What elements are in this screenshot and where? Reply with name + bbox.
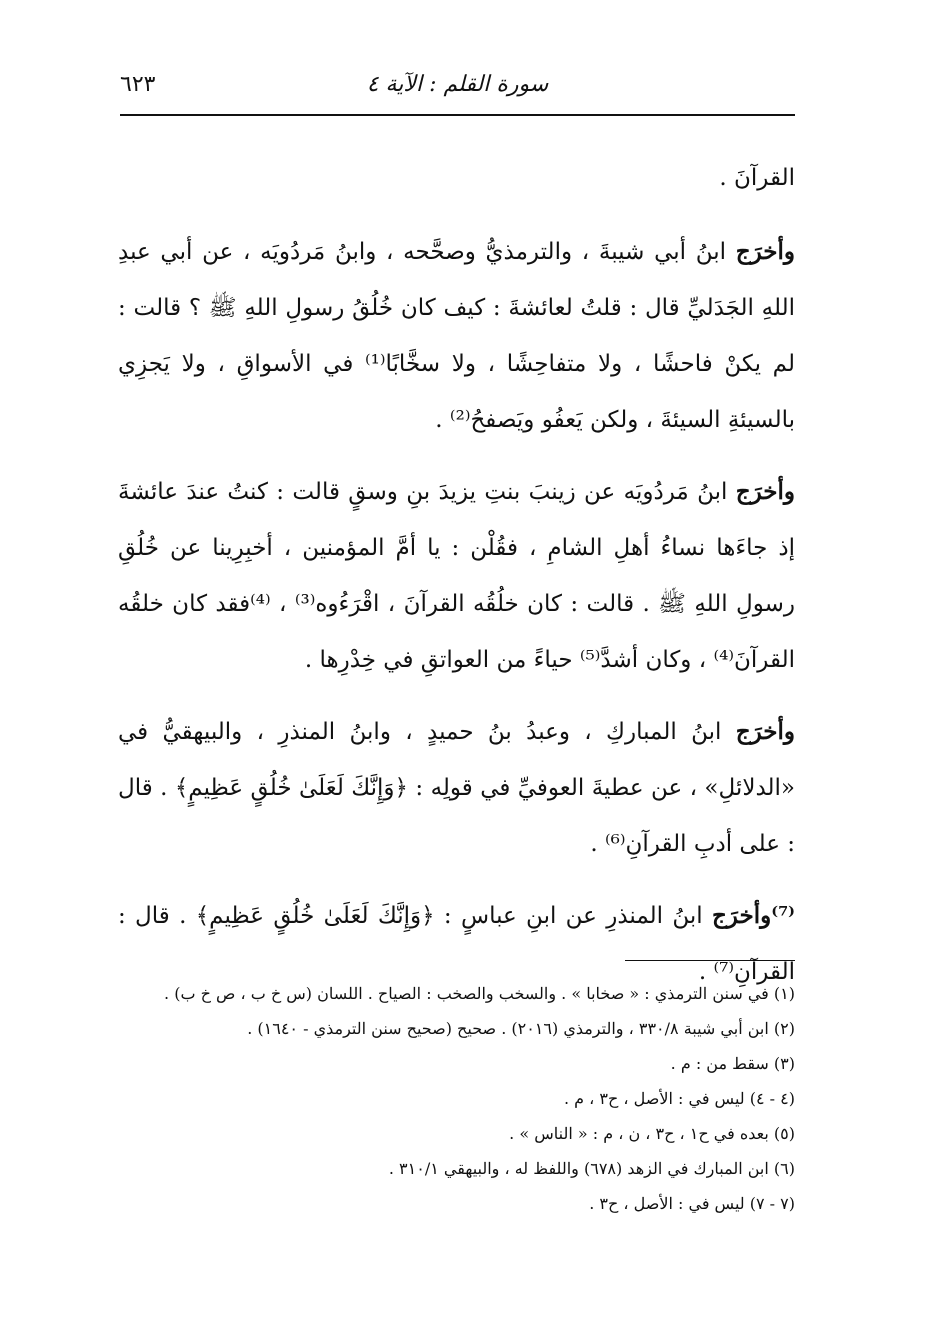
paragraph-lead: ⁽⁷⁾وأخرَج xyxy=(711,902,795,929)
footnotes xyxy=(118,976,795,1221)
footnote: (٣) سقط من : م . xyxy=(670,1054,795,1073)
footnote: (٤ - ٤) ليس في : الأصل ، ح٣ ، م . xyxy=(563,1089,795,1108)
paragraph-lead: وأخرَج xyxy=(735,718,795,745)
paragraph-text: ابنُ المباركِ ، وعبدُ بنُ حميدٍ ، وابنُ المنذرِ ، والبيهقيُّ في «الدلائلِ» ، عن عطيةَ العوفيِّ في قولِه : ﴿وَإِنَّكَ لَعَلَىٰ خُلُقٍ عَظِيمٍ﴾ . قال : على أدبِ القرآنِ⁽⁶⁾ . xyxy=(118,719,795,857)
paragraph-text: ابنُ المنذرِ عن ابنِ عباسٍ : ﴿وَإِنَّكَ لَعَلَىٰ خُلُقٍ عَظِيمٍ﴾ . قال : القرآنِ⁽⁷⁾ . xyxy=(118,903,795,985)
footnote: (٧ - ٧) ليس في : الأصل ، ح٣ . xyxy=(589,1194,795,1213)
paragraph-text: القرآنَ . xyxy=(719,165,795,191)
footnote-divider xyxy=(625,960,795,961)
main-text xyxy=(118,150,795,1016)
page-title: سورة القلم : الآية ٤ xyxy=(366,72,549,97)
paragraph xyxy=(118,704,795,872)
footnote: (٥) بعده في ح١ ، ح٣ ، ن ، م : « الناس » . xyxy=(509,1124,795,1143)
footnote: (٦) ابن المبارك في الزهد (٦٧٨) واللفظ له ، والبيهقي ٣١٠/١ . xyxy=(388,1159,795,1178)
paragraph xyxy=(118,464,795,688)
footnote: (١) في سنن الترمذي : « صخابا » . والسخب والصخب : الصياح . اللسان (س خ ب ، ص خ ب) . xyxy=(164,984,795,1003)
footnote: (٢) ابن أبي شيبة ٣٣٠/٨ ، والترمذي (٢٠١٦) . صحيح (صحيح سنن الترمذي - ١٦٤٠) . xyxy=(247,1019,795,1038)
paragraph-lead: وأخرَج xyxy=(735,238,795,265)
paragraph-text: ابنُ مَردُويَه عن زينبَ بنتِ يزيدَ بنِ وسقٍ قالت : كنتُ عندَ عائشةَ إذ جاءَها نساءُ أهلِ الشامِ ، فقُلْن : يا أمَّ المؤمنين ، أخبِرِينا عن خُلُقِ رسولِ اللهِ ﷺ . قالت : كان خلُقُه القرآنَ ، اقْرَءُوه⁽³⁾ ، ⁽⁴⁾فقد كان خلقُه القرآنَ⁽⁴⁾ ، وكان أشدَّ⁽⁵⁾ حياءً من العواتقِ في خِدْرِها . xyxy=(118,479,796,673)
page-number: ٦٢٣ xyxy=(120,72,156,97)
paragraph xyxy=(118,150,795,206)
running-header xyxy=(120,62,795,110)
paragraph xyxy=(118,224,795,448)
header-divider xyxy=(120,114,795,116)
paragraph-text: ابنُ أبي شيبةَ ، والترمذيُّ وصحَّحه ، وابنُ مَردُويَه ، عن أبي عبدِ اللهِ الجَدَليِّ قال : قلتُ لعائشةَ : كيف كان خُلُقُ رسولِ اللهِ ﷺ ؟ قالت : لم يكنْ فاحشًا ، ولا متفاحِشًا ، ولا سخَّابًا⁽¹⁾ في الأسواقِ ، ولا يَجزِي بالسيئةِ السيئةَ ، ولكن يَعفُو ويَصفحُ⁽²⁾ . xyxy=(118,239,795,433)
paragraph-lead: وأخرَج xyxy=(735,478,795,505)
